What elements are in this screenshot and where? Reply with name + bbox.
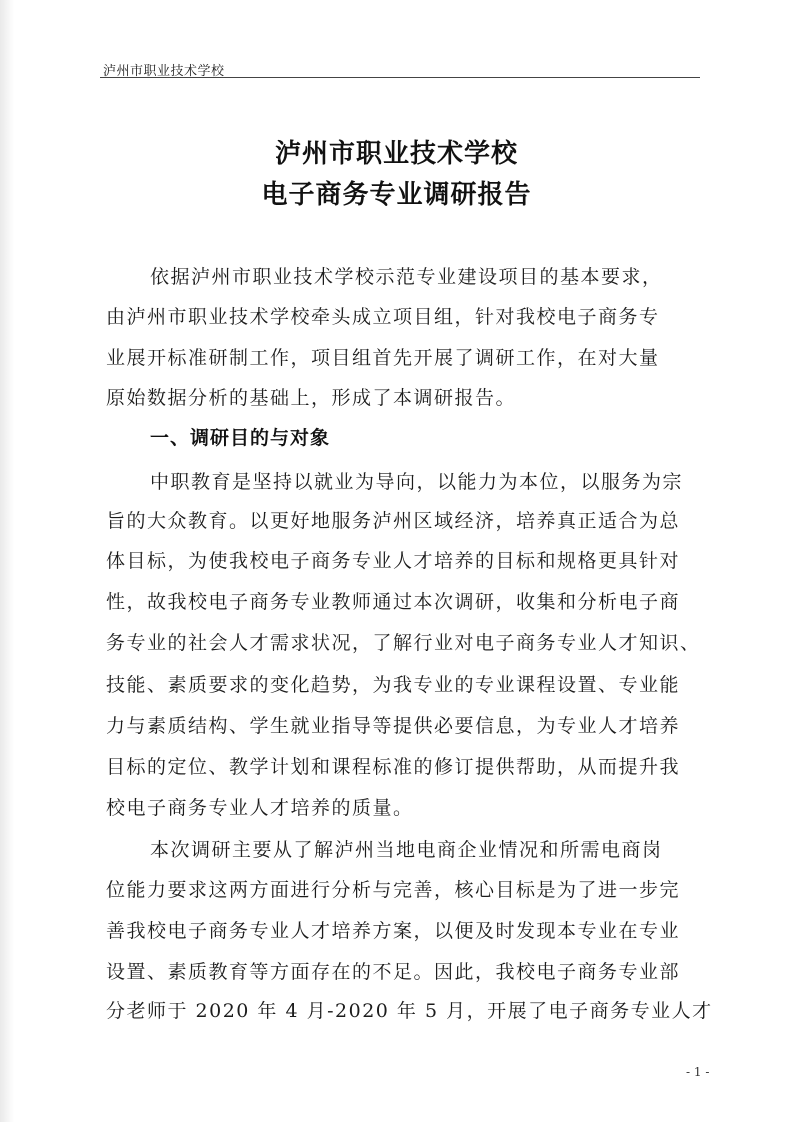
section1-para1-line: 校电子商务专业人才培养的质量。 <box>106 797 414 819</box>
section1-para1-line: 技能、素质要求的变化趋势，为我专业的专业课程设置、专业能 <box>106 674 681 696</box>
header-rule <box>100 77 700 78</box>
section1-para2-line: 本次调研主要从了解泸州当地电商企业情况和所需电商岗 <box>150 839 663 861</box>
section1-para1-line: 务专业的社会人才需求状况，了解行业对电子商务专业人才知识、 <box>106 632 701 654</box>
running-header: 泸州市职业技术学校 <box>103 64 225 79</box>
section1-para2-line: 位能力要求这两方面进行分析与完善，核心目标是为了进一步完 <box>106 879 681 901</box>
intro-paragraph-line: 原始数据分析的基础上，形成了本调研报告。 <box>106 387 517 409</box>
section1-para1-line: 性，故我校电子商务专业教师通过本次调研，收集和分析电子商 <box>106 591 681 613</box>
intro-paragraph-line: 业展开标准研制工作，项目组首先开展了调研工作，在对大量 <box>106 347 660 369</box>
section1-para1-line: 中职教育是坚持以就业为导向，以能力为本位，以服务为宗 <box>150 471 684 493</box>
section1-para1-line: 力与素质结构、学生就业指导等提供必要信息，为专业人才培养 <box>106 715 681 737</box>
section1-para1-line: 目标的定位、教学计划和课程标准的修订提供帮助，从而提升我 <box>106 756 681 778</box>
section1-para1-line: 体目标，为使我校电子商务专业人才培养的目标和规格更具针对 <box>106 550 681 572</box>
section-heading: 一、调研目的与对象 <box>150 427 331 449</box>
section1-para2-line: 善我校电子商务专业人才培养方案，以便及时发现本专业在专业 <box>106 920 681 942</box>
page-number: - 1 - <box>686 1065 710 1079</box>
intro-paragraph-line: 由泸州市职业技术学校牵头成立项目组，针对我校电子商务专 <box>106 306 660 328</box>
section1-para1-line: 旨的大众教育。以更好地服务泸州区域经济，培养真正适合为总 <box>106 510 681 532</box>
section1-para2-line: 分老师于 2020 年 4 月-2020 年 5 月，开展了电子商务专业人才 <box>106 1000 713 1022</box>
document-title-line1: 泸州市职业技术学校 <box>274 139 518 169</box>
document-title-line2: 电子商务专业调研报告 <box>261 180 532 210</box>
intro-paragraph-line: 依据泸州市职业技术学校示范专业建设项目的基本要求， <box>150 266 663 288</box>
section1-para2-line: 设置、素质教育等方面存在的不足。因此，我校电子商务专业部 <box>106 961 681 983</box>
